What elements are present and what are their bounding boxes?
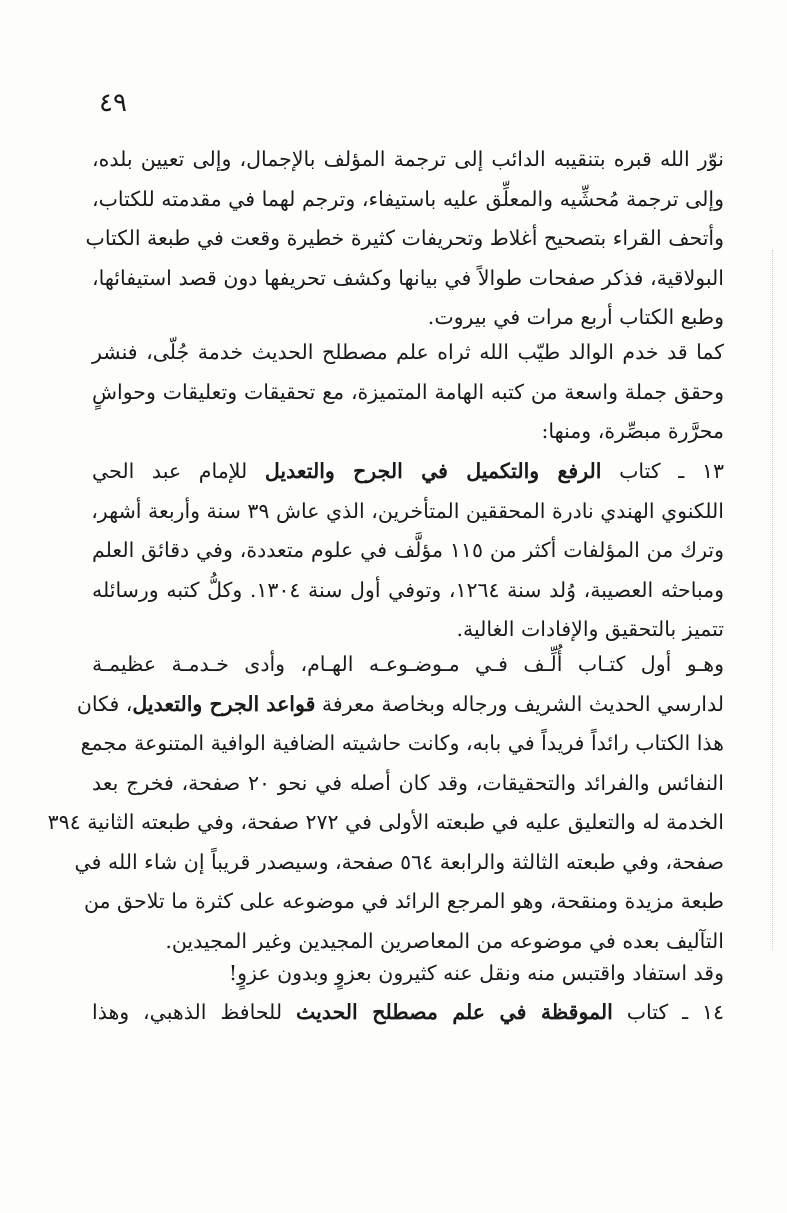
book-title: الرفع والتكميل في الجرح والتعديل — [264, 459, 602, 483]
text-line: صفحة، وفي طبعته الثالثة والرابعة ٥٦٤ صفحة، وسيصدر قريباً إن شاء الله في — [74, 849, 724, 874]
text-line: الخدمة له والتعليق عليه في طبعته الأولى في ٢٧٢ صفحة، وفي طبعته الثانية ٣٩٤ — [47, 810, 724, 834]
text-line: وحقق جملة واسعة من كتبه الهامة المتميزة، مع تحقيقات وتعليقات وحواشٍ — [92, 379, 724, 404]
text-line: البولاقية، فذكر صفحات طوالاً في بيانها وكشف تحريفها دون قصد استيفائها، — [92, 265, 724, 290]
item-author: للإمام عبد الحي — [92, 459, 265, 483]
text-line: وطبع الكتاب أربع مرات في بيروت. — [427, 305, 724, 329]
item-author: للحافظ الذهبي، وهذا — [92, 1000, 296, 1024]
text-line: التآليف بعده في موضوعه من المعاصرين المجيدين وغير المجيدين. — [165, 928, 724, 953]
text-line: اللكنوي الهندي نادرة المحققين المتأخرين، الذي عاش ٣٩ سنة وأربعة أشهر، — [91, 498, 724, 523]
text-line: كما قد خدم الوالد طيّب الله ثراه علم مصطلح الحديث خدمة جُلّى، فنشر — [92, 340, 724, 364]
paragraph-5 — [92, 954, 724, 994]
paragraph-item-14 — [92, 993, 724, 1033]
emphasized-phrase: قواعد الجرح والتعديل — [132, 691, 316, 716]
book-title: الموقظة في علم مصطلح الحديث — [295, 1000, 613, 1024]
paragraph-1 — [85, 140, 724, 338]
page-number: ٤٩ — [99, 88, 127, 118]
paragraph-2 — [92, 333, 724, 452]
text-segment: لدارسي الحديث الشريف ورجاله وبخاصة معرفة — [315, 691, 724, 716]
item-number-prefix: ١٤ ـ كتاب — [612, 1000, 725, 1024]
text-line: وهـو أول كتـاب أُلِّـف فـي مـوضـوعـه الهـام، وأدى خـدمـة عظيمـة — [92, 652, 724, 676]
text-line: تتميز بالتحقيق والإفادات الغالية. — [456, 617, 724, 641]
paragraph-item-13 — [92, 452, 724, 650]
item-heading-line — [92, 452, 724, 492]
page-edge-shadow — [772, 250, 774, 950]
text-line: نوّر الله قبره بتنقيبه الدائب إلى ترجمة المؤلف بالإجمال، وإلى تعيين بلده، — [92, 147, 724, 171]
text-line-with-emphasis — [76, 685, 724, 725]
text-line: طبعة مزيدة ومنقحة، وهو المرجع الرائد في موضوعه على كثرة ما تلاحق من — [83, 889, 724, 913]
text-line: وإلى ترجمة مُحشِّيه والمعلِّق عليه باستيفاء، وترجم لهما في مقدمته للكتاب، — [92, 186, 724, 211]
item-number-prefix: ١٣ ـ كتاب — [601, 459, 725, 483]
text-line: ومباحثه العصيبة، وُلد سنة ١٢٦٤، وتوفي أول سنة ١٣٠٤. وكلُّ كتبه ورسائله — [92, 577, 725, 602]
paragraph-4 — [47, 645, 724, 961]
text-line: وقد استفاد واقتبس منه ونقل عنه كثيرون بعزوٍ وبدون عزوٍ! — [228, 961, 724, 985]
item-heading-line — [92, 993, 724, 1033]
text-line: محرَّرة مبصِّرة، ومنها: — [541, 419, 724, 443]
text-line: هذا الكتاب رائداً فريداً في بابه، وكانت حاشيته الضافية الوافية المتنوعة مجمع — [80, 731, 724, 755]
text-line: النفائس والفرائد والتحقيقات، وقد كان أصله في نحو ٢٠ صفحة، فخرج بعد — [92, 770, 724, 795]
text-line: وترك من المؤلفات أكثر من ١١٥ مؤلَّف في علوم متعددة، وفي دقائق العلم — [92, 538, 724, 562]
text-segment: ، فكان — [76, 691, 133, 716]
text-line: وأتحف القراء بتصحيح أغلاط وتحريفات كثيرة خطيرة وقعت في طبعة الكتاب — [85, 226, 724, 250]
